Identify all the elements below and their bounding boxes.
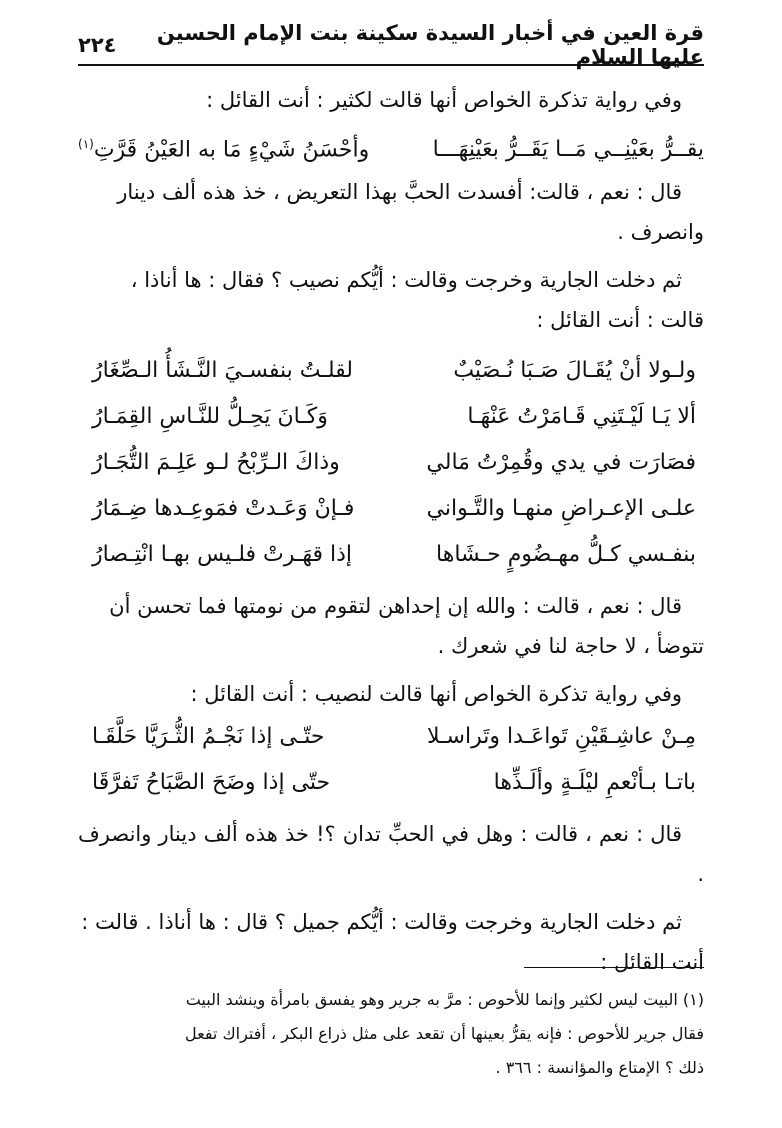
verse-second-hemistich <box>78 122 369 172</box>
paragraph-4-line-1: قال : نعم ، قالت : والله إن إحداهن لتقوم من نومتها فما تحسن أن <box>109 594 682 618</box>
paragraph-7 <box>78 902 704 982</box>
paragraph-6: قال : نعم ، قالت : وهل في الحبِّ تدان ؟! خذ هذه ألف دينار وانصرف . <box>78 822 704 886</box>
footnote <box>78 983 704 1085</box>
footnote-rule <box>524 967 704 968</box>
verse-first-hemistich: باتـا بـأنْعمِ ليْلَـةٍ وألَـذِّها <box>493 770 696 795</box>
paragraph-7-line-1: ثم دخلت الجارية وخرجت وقالت : أيُّكم جميل ؟ قال : ها أناذا . قالت : <box>81 910 682 934</box>
page-body <box>78 80 704 990</box>
paragraph-2-line-1: قال : نعم ، قالت: أفسدت الحبَّ بهذا التعريض ، خذ هذه ألف دينار <box>117 180 682 204</box>
verse-first-hemistich: فصَارَت في يدي وقُمِرْتُ مَالي <box>426 450 696 475</box>
verse-line <box>78 714 704 760</box>
paragraph-2-line-2: وانصرف . <box>617 220 704 244</box>
book-title: قرة العين في أخبار السيدة سكينة بنت الإمام الحسين عليها السلام <box>156 21 704 69</box>
running-header <box>78 21 704 69</box>
poem-block-nusayb <box>78 348 704 578</box>
footnote-line-1: (١) البيت ليس لكثير وإنما للأحوص : مرَّ به جرير وهو يفسق بامرأة وينشد البيت <box>185 990 704 1009</box>
verse-first-hemistich: مِـنْ عاشِـقَيْنِ تَواعَـدا وتَراسـلا <box>426 724 696 749</box>
verse-line <box>78 532 704 578</box>
paragraph-4-line-2: تتوضأ ، لا حاجة لنا في شعرك . <box>437 634 704 658</box>
verse-second-hemistich: فـإنْ وَعَـدتْ فمَوعِـدها ضِـمَارُ <box>92 496 355 521</box>
verse-first-hemistich: علـى الإعـراضِ منهـا والتَّـواني <box>426 496 696 521</box>
header-rule <box>78 64 704 66</box>
verse-first-hemistich: يقــرُّ بعَيْنِــي مَــا يَقَــرُّ بعَيْنِهَـــا <box>432 137 704 163</box>
verse-first-hemistich: ولـولا أنْ يُقَـالَ صَـبَا نُـصَيْبٌ <box>453 358 696 383</box>
verse-second-hemistich: حتّى إذا وضَحَ الصَّبَاحُ تَفرَّقَا <box>92 770 331 795</box>
verse-second-hemistich: لقلـتُ بنفسـيَ النَّـشَأُ الـصِّغَارُ <box>92 358 353 383</box>
paragraph-3 <box>78 260 704 340</box>
paragraph-5: وفي رواية تذكرة الخواص أنها قالت لنصيب : أنت القائل : <box>190 682 682 706</box>
verse-second-hemistich: وذاكَ الـرِّبْحُ لـو عَلِـمَ التُّجَـارُ <box>92 450 340 475</box>
footnote-marker: (١) <box>78 137 94 151</box>
paragraph-4 <box>78 586 704 666</box>
verse-first-hemistich: بنفـسي كـلُّ مهـضُومٍ حـشَاها <box>436 542 696 567</box>
paragraph-2 <box>78 172 704 252</box>
footnote-line-2: فقال جرير للأحوص : فإنه يقرُّ بعينها أن تقعد على مثل ذراع البكر ، أفتراك تفعل <box>185 1024 704 1043</box>
paragraph-7-line-2: أنت القائل : <box>600 950 704 974</box>
verse-line <box>78 348 704 394</box>
verse-line <box>78 440 704 486</box>
verse-second-hemistich-text: وأحْسَنُ شَيْءٍ مَا به العَيْنُ قَرَّتِ <box>93 137 370 163</box>
page-number: ٢٢٤ <box>78 33 117 57</box>
verse-line <box>78 760 704 806</box>
verse-second-hemistich: إذا قهَـرتْ فلـيس بهـا انْتِـصارُ <box>92 542 353 567</box>
paragraph-3-line-1: ثم دخلت الجارية وخرجت وقالت : أيُّكم نصيب ؟ فقال : ها أناذا ، <box>130 268 682 292</box>
verse-second-hemistich: حتّـى إذا نَجْـمُ الثُّـرَيَّا حَلَّقَـا <box>92 724 325 749</box>
verse-line <box>78 486 704 532</box>
poem-block-lovers <box>78 714 704 806</box>
paragraph-1: وفي رواية تذكرة الخواص أنها قالت لكثير : أنت القائل : <box>206 88 682 112</box>
verse-line <box>78 394 704 440</box>
paragraph-3-line-2: قالت : أنت القائل : <box>536 308 704 332</box>
verse-first-hemistich: ألا يَـا لَيْـتَنِي قَـامَرْتُ عَنْهَـا <box>467 404 696 429</box>
footnote-line-3: ذلك ؟ الإمتاع والمؤانسة : ٣٦٦ . <box>495 1058 704 1077</box>
verse-line <box>78 122 704 166</box>
verse-second-hemistich: وَكَـانَ يَحِـلُّ للنَّـاسِ القِمَـارُ <box>92 404 328 429</box>
